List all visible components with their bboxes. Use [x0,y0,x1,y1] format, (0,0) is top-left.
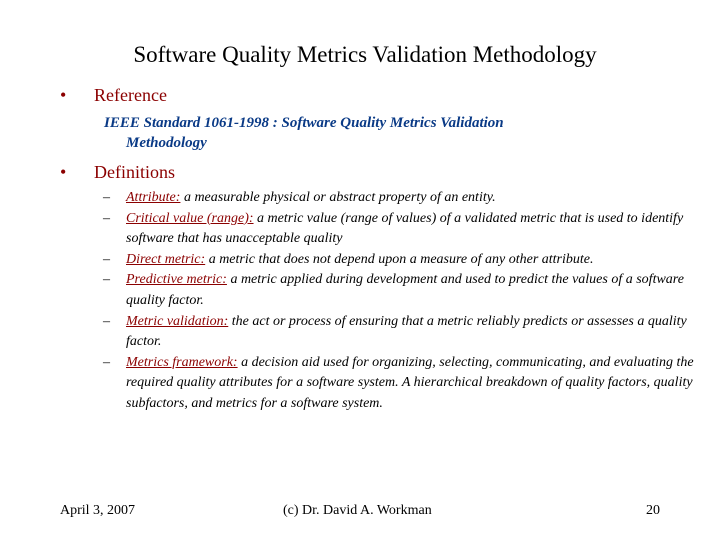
definition-term: Predictive metric: [126,272,227,288]
dash-marker: – [103,313,110,329]
definitions-list [103,188,703,415]
bullet-marker: • [60,85,67,105]
definition-term: Critical value (range): [126,210,254,226]
bullet-definitions [60,161,175,183]
dash-marker: – [103,190,110,205]
definition-text: a metric value (range of values) of a validated metric that is used to identify software that has unacceptable quality [126,210,684,247]
footer-author: (c) Dr. David A. Workman [283,503,432,518]
definition-text: the act or process of ensuring that a metric reliably predicts or assesses a quality factor. [126,313,687,350]
bullet-label-reference: Reference [94,85,167,105]
slide-title: Software Quality Metrics Validation Methodology [133,42,597,67]
dash-marker: – [103,251,110,267]
footer-date: April 3, 2007 [60,503,136,518]
bullet-label-definitions: Definitions [94,162,175,182]
definition-term: Direct metric: [126,251,206,267]
bullet-reference [60,84,167,106]
definition-text: a metric that does not depend upon a measure of any other attribute. [205,251,594,267]
definition-text: a measurable physical or abstract property of an entity. [180,190,496,205]
definition-item [103,353,703,415]
definition-text: a metric applied during development and used to predict the values of a software quality factor. [126,272,684,308]
reference-line-1: IEEE Standard 1061-1998 : Software Quality Metrics Validation [104,115,504,131]
dash-marker: – [103,272,110,288]
definition-item [103,209,703,250]
definition-item [103,312,703,353]
dash-marker: – [103,210,110,226]
footer-page-number: 20 [646,503,660,518]
definition-item [103,250,703,271]
bullet-marker: • [60,162,67,182]
reference-citation [104,113,624,153]
definition-term: Metric validation: [126,313,229,329]
definition-term: Metrics framework: [126,354,238,370]
reference-line-2: Methodology [126,135,207,151]
definition-term: Attribute: [126,190,181,205]
definition-item [103,188,703,209]
definition-item [103,270,703,311]
definition-text: a decision aid used for organizing, selecting, communicating, and evaluating the required quality attributes for a software system. A hierarchical breakdown of quality factors, quality subfactors, and metrics for a software system. [126,354,694,411]
dash-marker: – [103,354,110,370]
